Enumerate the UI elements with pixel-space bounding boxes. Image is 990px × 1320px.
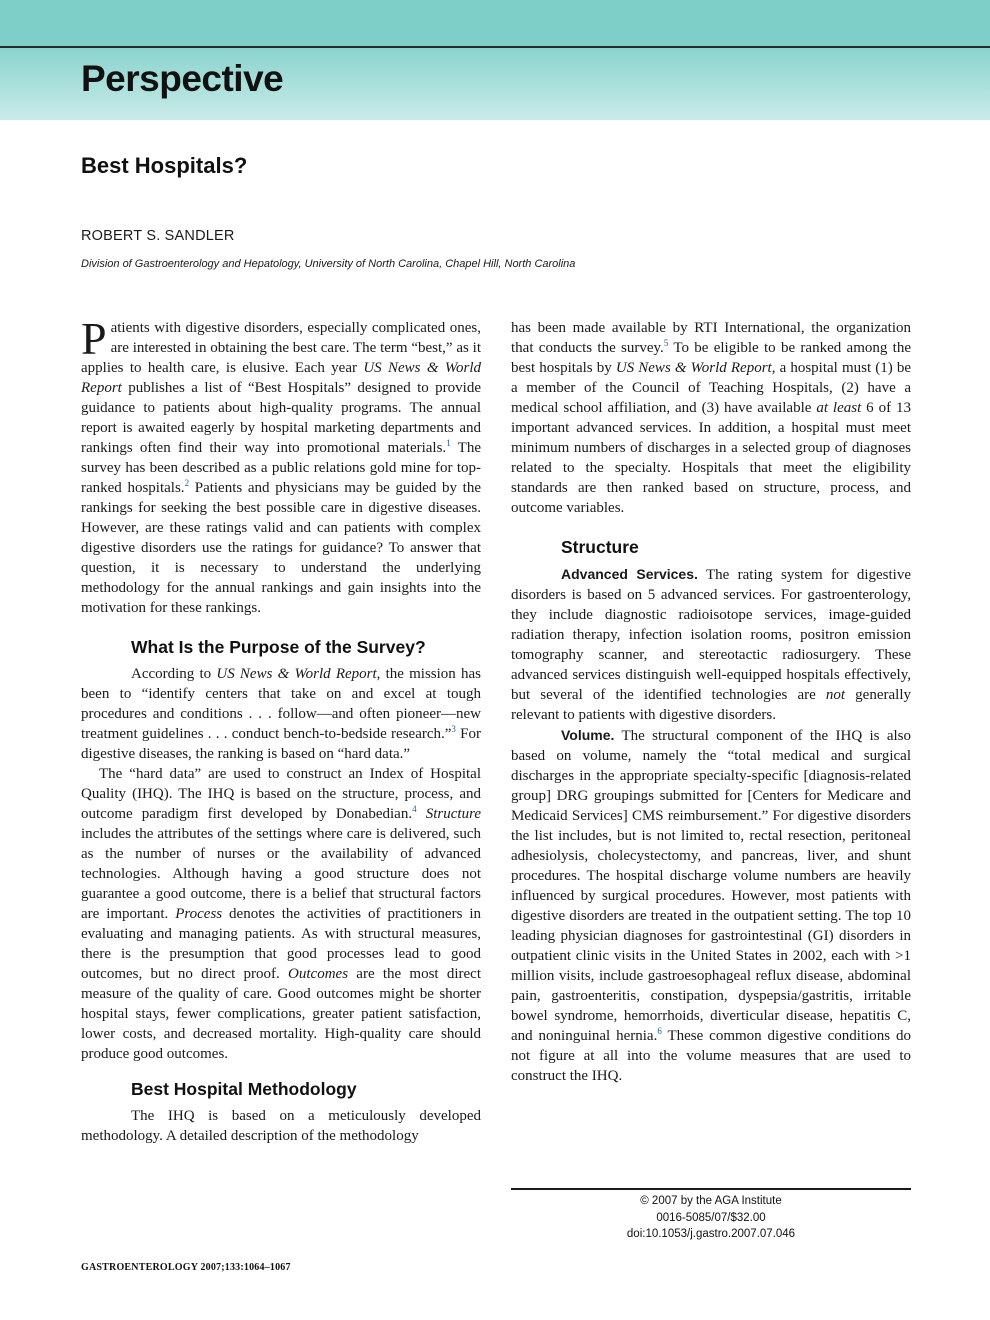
hard-data-paragraph: The “hard data” are used to construct an Index of Hospital Quality (IHQ). The IHQ is based on the structure, process, and outcome paradigm first developed by Donabedian.$^4$ Structure includes the attributes of the settings where care is delivered, such as the number of nurses or the availability of advanced technologies. Although having a good structure does not guarantee a good outcome, there is a belief that structural factors are important. Process denotes the activities of practitioners in evaluating and managing patients. As with structural measures, there is the presumption that good processes lead to good outcomes, but no direct proof. Outcomes are the most direct measure of the quality of care. Good outcomes might be shorter hospital stays, fewer complications, greater patient satisfaction, lower costs, and decreased mortality. High-quality care should produce good outcomes. xyxy=(81,766,482,1062)
heading-purpose: What Is the Purpose of the Survey? xyxy=(131,637,426,657)
section-label: Perspective xyxy=(81,58,284,99)
runin-volume: Volume. xyxy=(561,727,615,743)
drop-cap: P xyxy=(81,313,107,364)
reference-link-6[interactable]: 6 xyxy=(657,1026,662,1036)
header-band-top xyxy=(0,0,990,46)
methodology-paragraph-cont: has been made available by RTI International, the organization that conducts the survey.$^5$ To be eligible to be ranked among the best hospitals by US News & World Report, a hospital must (1) be a member of the Council of Teaching Hospitals, (2) have a medical school affiliation, and (3) have available at least 6 of 13 important advanced services. In addition, a hospital must meet minimum numbers of discharges in a selected group of diagnoses related to the specialty. Hospitals that meet the eligibility standards are then ranked based on structure, process, and outcome variables. xyxy=(511,320,911,516)
purpose-paragraph: According to US News & World Report, the mission has been to “identify centers that take on and excel at tough procedures and conditions . . . follow—and often pioneer—new treatment guidelines . . . conduct bench-to-bedside research.”$^3$ For digestive diseases, the ranking is based on “hard data.” xyxy=(81,666,482,762)
heading-structure: Structure xyxy=(561,537,639,557)
runin-advanced-services: Advanced Services. xyxy=(561,566,698,582)
article-author: ROBERT S. SANDLER xyxy=(81,228,235,244)
copyright-rule xyxy=(511,1188,911,1190)
article-title: Best Hospitals? xyxy=(81,153,248,178)
journal-citation: GASTROENTEROLOGY 2007;133:1064–1067 xyxy=(81,1262,291,1273)
body-column-right xyxy=(511,318,911,1086)
heading-methodology: Best Hospital Methodology xyxy=(131,1079,357,1099)
reference-link-1[interactable]: 1 xyxy=(446,438,451,448)
advanced-services-paragraph: Advanced Services. The rating system for digestive disorders is based on 5 advanced services. For gastroenterology, they include diagnostic radioisotope services, image-guided radiation therapy, infection isolation rooms, positron emission tomography scanner, and stereotactic radiosurgery. These advanced services distinguish well-equipped hospitals effectively, but several of the identified technologies are not generally relevant to patients with digestive disorders. xyxy=(511,566,912,723)
volume-paragraph: Volume. The structural component of the IHQ is also based on volume, namely the “total medical and surgical discharges in the appropriate specialty-specific [diagnosis-related group] DRG groupings submitted for [Centers for Medicare and Medicaid Services] CMS reimbursement.” For digestive disorders the list includes, but is not limited to, rectal resection, peritoneal adhesiolysis, cholecystectomy, and pancreas, liver, and shunt procedures. The hospital discharge volume numbers are heavily influenced by surgical procedures. However, most patients with digestive disorders are treated in the outpatient setting. The top 10 leading physician diagnoses for gastrointestinal (GI) disorders in outpatient clinic visits in the United States in 2002, each with >1 million visits, include gastroesophageal reflux disease, abdominal pain, gastroenteritis, constipation, dyspepsia/gastritis, irritable bowel syndrome, hemorrhoids, diverticular disease, hepatitis C, and noninguinal hernia.$^6$ These common digestive conditions do not figure at all into the volume measures that are used to construct the IHQ. xyxy=(511,727,911,1084)
body-column-left xyxy=(81,313,482,1146)
copyright-block xyxy=(511,1193,911,1243)
author-affiliation: Division of Gastroenterology and Hepatology, University of North Carolina, Chapel Hill, North Carolina xyxy=(81,258,576,270)
reference-link-2[interactable]: 2 xyxy=(184,478,190,488)
methodology-paragraph-start: The IHQ is based on a meticulously developed methodology. A detailed description of the methodology xyxy=(81,1108,481,1144)
copyright-line: © 2007 by the AGA Institute xyxy=(640,1195,782,1207)
doi-link[interactable]: doi:10.1053/j.gastro.2007.07.046 xyxy=(626,1228,796,1240)
intro-paragraph: Patients with digestive disorders, especially complicated ones, are interested in obtaining the best care. The term “best,” as it applies to health care, is elusive. Each year US News & World Report publishes a list of “Best Hospitals” designed to provide guidance to patients about high-quality programs. The annual report is awaited eagerly by hospital marketing departments and rankings often find their way into promotional materials.$^1$ The survey has been described as a public relations gold mine for top-ranked hospitals.$^2$ Patients and physicians may be guided by the rankings for seeking the best possible care in digestive diseases. However, are these ratings valid and can patients with complex digestive disorders use the ratings for guidance? To answer that question, it is necessary to understand the underlying methodology for the annual rankings and gain insights into the motivation for these rankings. xyxy=(81,313,481,616)
reference-link-3[interactable]: 3 xyxy=(451,724,456,734)
issn-line: 0016-5085/07/$32.00 xyxy=(656,1211,766,1224)
reference-link-4[interactable]: 4 xyxy=(412,804,417,814)
reference-link-5[interactable]: 5 xyxy=(663,338,669,348)
